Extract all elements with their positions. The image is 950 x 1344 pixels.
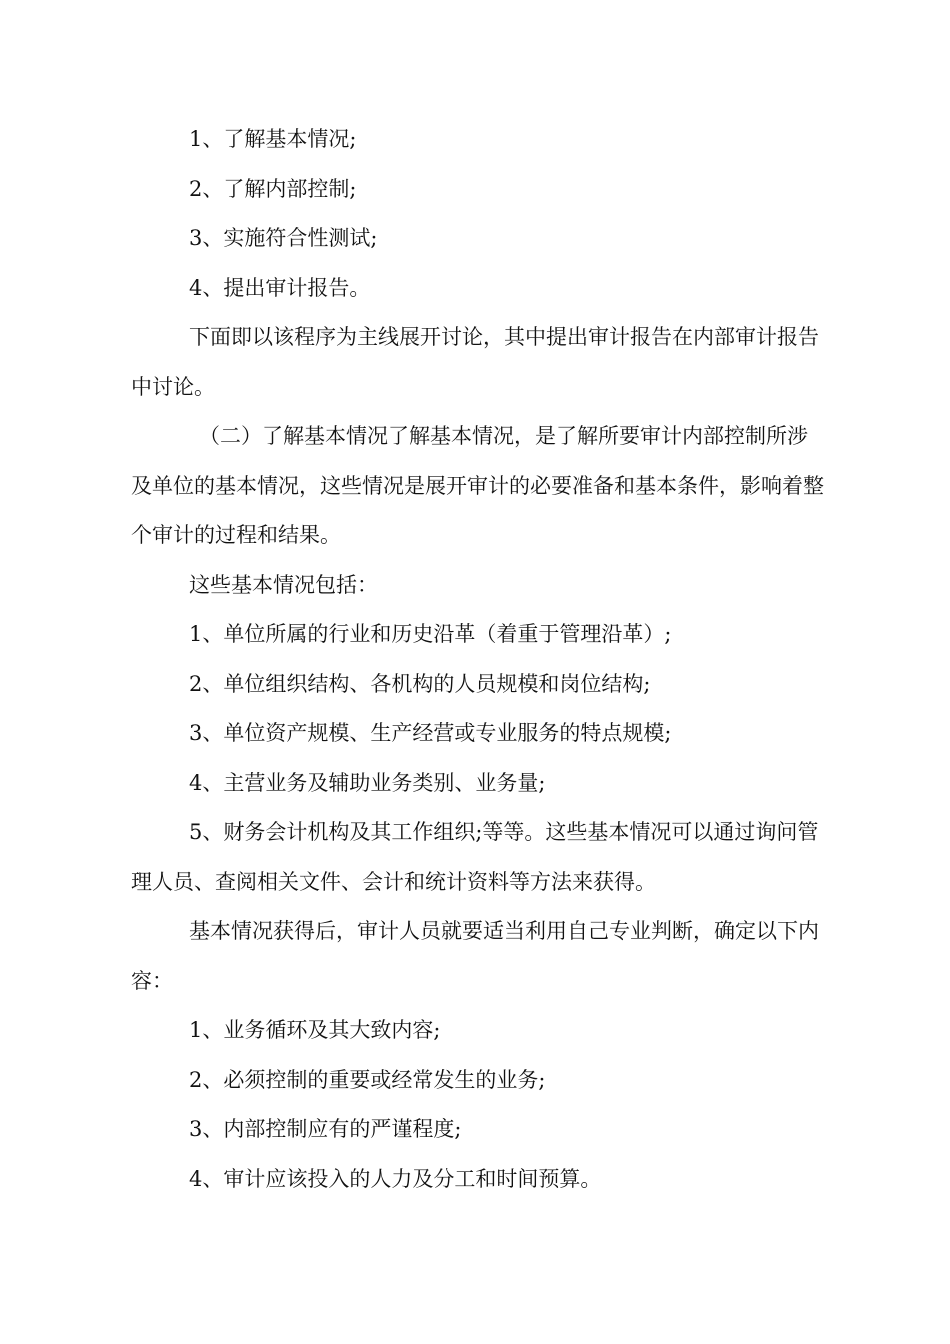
list-item-determine-1: 1、业务循环及其大致内容; [189,1018,441,1042]
list-item-info-3: 3、单位资产规模、生产经营或专业服务的特点规模; [189,721,672,745]
list-item-info-2: 2、单位组织结构、各机构的人员规模和岗位结构; [189,671,651,696]
list-item-determine-3: 3、内部控制应有的严谨程度; [189,1117,462,1141]
document-body [131,115,826,1204]
paragraph-determine-intro: 基本情况获得后，审计人员就要适当利用自己专业判断，确定以下内容： [131,919,819,993]
list-item-info-4: 4、主营业务及辅助业务类别、业务量; [189,770,546,795]
list-item-info-5: 5、财务会计机构及其工作组织;等等。这些基本情况可以通过询问管理人员、查阅相关文件、会计和统计资料等方法来获得。 [131,820,819,894]
list-item-determine-2: 2、必须控制的重要或经常发生的业务; [189,1067,546,1092]
list-item-step-2: 2、了解内部控制; [189,176,357,201]
list-item-step-1: 1、了解基本情况; [189,127,357,151]
list-item-info-1: 1、单位所属的行业和历史沿革（着重于管理沿革）; [189,622,672,646]
paragraph-discussion-intro: 下面即以该程序为主线展开讨论，其中提出审计报告在内部审计报告中讨论。 [131,325,819,399]
list-item-step-4: 4、提出审计报告。 [189,275,371,300]
list-item-step-3: 3、实施符合性测试; [189,226,378,250]
paragraph-section-2-heading: （二）了解基本情况了解基本情况，是了解所要审计内部控制所涉及单位的基本情况，这些情况是展开审计的必要准备和基本条件，影响着整个审计的过程和结果。 [131,424,824,547]
list-item-determine-4: 4、审计应该投入的人力及分工和时间预算。 [189,1166,602,1191]
paragraph-basic-info-intro: 这些基本情况包括： [189,572,378,597]
